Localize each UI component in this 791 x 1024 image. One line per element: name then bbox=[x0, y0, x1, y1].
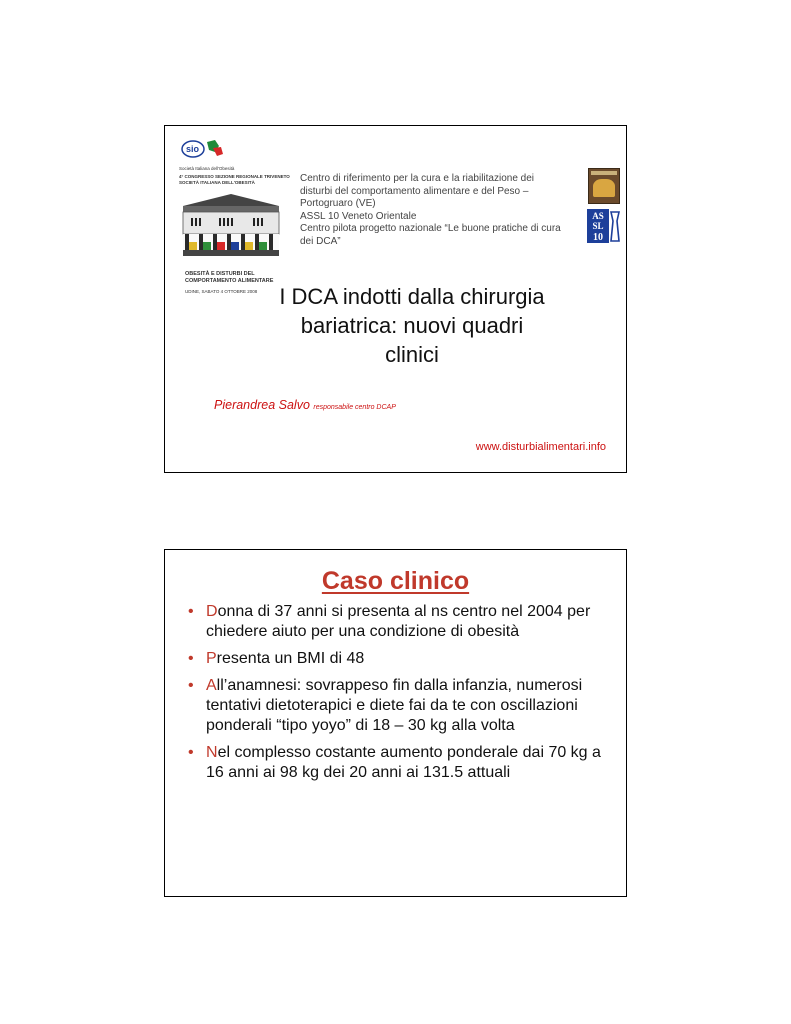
bullet-icon: • bbox=[188, 744, 194, 761]
bullet-item: • Donna di 37 anni si presenta al ns centro nel 2004 per chiedere aiuto per una condizione di obesità bbox=[188, 603, 591, 640]
building-icon bbox=[179, 192, 283, 258]
center-info bbox=[300, 173, 566, 248]
congress-logo bbox=[175, 134, 295, 294]
info-line-1: Centro di riferimento per la cura e la riabilitazione dei disturbi del comportamento alimentare e del Peso – Portogruaro (VE) bbox=[300, 173, 535, 209]
slide-title-text: I DCA indotti dalla chirurgia bariatrica: nuovi quadri clinici bbox=[279, 284, 545, 367]
book-cover-image bbox=[588, 168, 620, 204]
congress-line-1: 4° CONGRESSO SEZIONE REGIONALE TRIVENETO bbox=[179, 174, 290, 179]
svg-text:AS: AS bbox=[592, 211, 604, 221]
svg-text:SL: SL bbox=[592, 221, 604, 231]
bullet-icon: • bbox=[188, 677, 194, 694]
congress-date: UDINE, SABATO 4 OTTOBRE 2008 bbox=[185, 289, 258, 294]
author-role: responsabile centro DCAP bbox=[313, 404, 396, 411]
sio-tagline: Società Italiana dell'Obesità bbox=[179, 166, 235, 171]
bullet-item: • All’anamnesi: sovrappeso fin dalla infanzia, numerosi tentativi dietoterapici e diete fai da te con oscillazioni ponderali “tipo yoyo” di 18 – 30 kg alla volta bbox=[188, 677, 583, 734]
bullet-item: • Nel complesso costante aumento ponderale dai 70 kg a 16 anni ai 98 kg dei 20 anni ai 131.5 attuali bbox=[188, 744, 601, 781]
bullet-icon: • bbox=[188, 650, 194, 667]
bullet-icon: • bbox=[188, 603, 194, 620]
sio-logo-icon bbox=[179, 138, 227, 162]
assl10-logo-icon bbox=[587, 209, 621, 243]
website-link[interactable]: www.disturbialimentari.info bbox=[475, 441, 606, 453]
case-bullet-list bbox=[183, 602, 603, 790]
info-line-3: Centro pilota progetto nazionale “Le buone pratiche di cura dei DCA” bbox=[300, 223, 561, 247]
slide-case bbox=[164, 549, 627, 897]
congress-theme: OBESITÀ E DISTURBI DEL COMPORTAMENTO ALIMENTARE bbox=[185, 271, 274, 284]
congress-line-2: SOCIETÀ ITALIANA DELL'OBESITÀ bbox=[179, 180, 255, 185]
info-line-2: ASSL 10 Veneto Orientale bbox=[300, 210, 417, 222]
bullet-item: • Presenta un BMI di 48 bbox=[188, 650, 365, 667]
svg-text:sio: sio bbox=[186, 144, 200, 154]
case-title: Caso clinico bbox=[321, 567, 470, 595]
author bbox=[214, 398, 396, 412]
slide-title bbox=[164, 125, 627, 473]
author-name: Pierandrea Salvo bbox=[214, 398, 310, 412]
svg-text:10: 10 bbox=[593, 232, 603, 243]
